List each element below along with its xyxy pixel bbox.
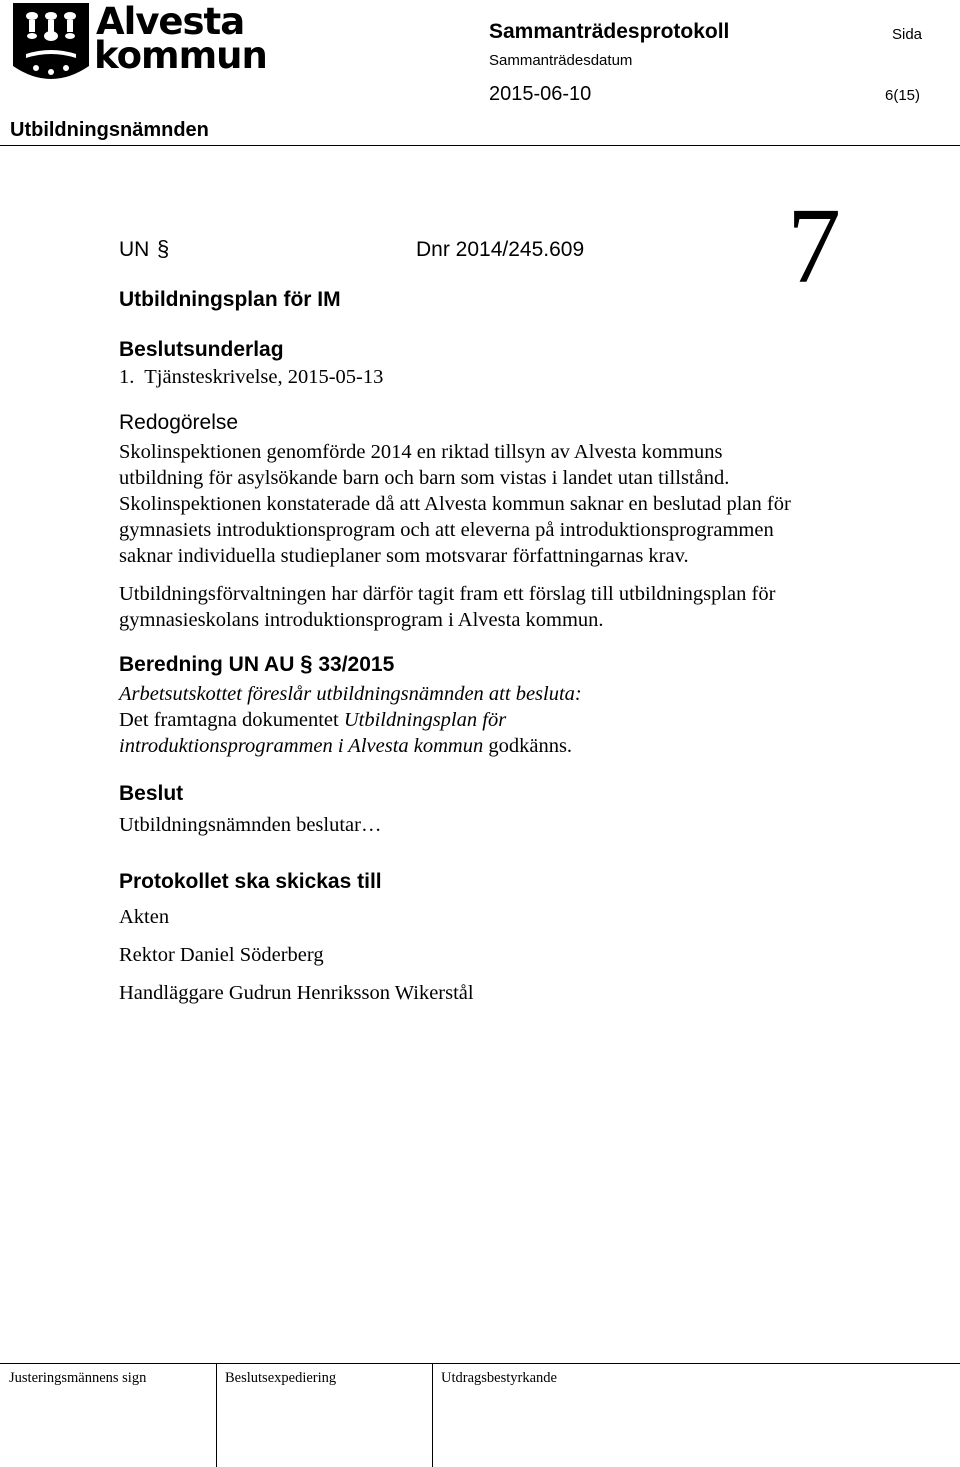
beslut-heading: Beslut <box>119 782 184 805</box>
distribution-heading: Protokollet ska skickas till <box>119 870 382 893</box>
recipient: Rektor Daniel Söderberg <box>119 944 324 966</box>
header-divider <box>0 145 960 146</box>
beredning-heading-prefix: Beredning UN AU <box>119 653 295 676</box>
footer-label-certification: Utdragsbestyrkande <box>441 1370 557 1386</box>
page-number: 6(15) <box>885 87 921 104</box>
beredning-heading-suffix: 33/2015 <box>318 653 395 676</box>
redogorelse-heading: Redogörelse <box>119 411 239 434</box>
protocol-body <box>119 238 819 1006</box>
recipient: Handläggare Gudrun Henriksson Wikerstål <box>119 982 474 1004</box>
meeting-date-label: Sammanträdesdatum <box>489 52 633 69</box>
document-title: Sammanträdesprotokoll <box>489 20 730 43</box>
beredning-proposal: Arbetsutskottet föreslår utbildningsnämnden att besluta: <box>119 683 582 705</box>
case-reference-row <box>119 238 819 270</box>
footer-label-signature: Justeringsmännens sign <box>9 1370 147 1386</box>
beredning-section-symbol: § <box>300 651 313 676</box>
beslut-text: Utbildningsnämnden beslutar… <box>119 814 382 836</box>
logo-wordmark-line1: Alvesta <box>96 0 245 43</box>
beslutsunderlag-heading: Beslutsunderlag <box>119 338 284 361</box>
meeting-date: 2015-06-10 <box>489 83 592 105</box>
beslutsunderlag-item: 1. Tjänsteskrivelse, 2015-05-13 <box>119 366 384 388</box>
logo-wordmark-line2: kommun <box>94 34 267 77</box>
committee-code: UN <box>119 238 150 261</box>
redogorelse-paragraph-2: Utbildningsförvaltningen har därför tagit fram ett förslag till utbildningsplan för gymnasieskolans introduktionsprogram i Alvesta kommun. <box>119 583 776 631</box>
page-label: Sida <box>892 26 923 43</box>
beredning-text-pre: Det framtagna dokumentet <box>119 709 344 731</box>
section-symbol: § <box>157 236 170 261</box>
beredning-heading <box>119 651 819 677</box>
beredning-text-post: godkänns. <box>483 735 573 757</box>
case-title: Utbildningsplan för IM <box>119 288 341 311</box>
footer-label-expedition: Beslutsexpediering <box>225 1370 337 1386</box>
referenced-document-title: Utbildningsplan för introduktionsprogrammen i Alvesta kommun <box>119 709 507 757</box>
diary-number: Dnr 2014/245.609 <box>416 238 585 261</box>
municipality-coat-of-arms-icon <box>12 2 90 84</box>
paragraph-number: 7 <box>787 187 841 306</box>
redogorelse-paragraph-1: Skolinspektionen genomförde 2014 en riktad tillsyn av Alvesta kommuns utbildning för asylsökande barn och barn som vistas i landet utan tillstånd. Skolinspektionen konstaterade då att Alvesta kommun saknar en beslutad plan för gymnasiets introduktionsprogram och att eleverna på introduktionsprogrammen saknar individuella studieplaner som motsvarar författningarnas krav. <box>119 441 791 567</box>
organ-name: Utbildningsnämnden <box>10 119 209 141</box>
beredning-decision-text <box>119 707 679 759</box>
recipient: Akten <box>119 906 170 928</box>
